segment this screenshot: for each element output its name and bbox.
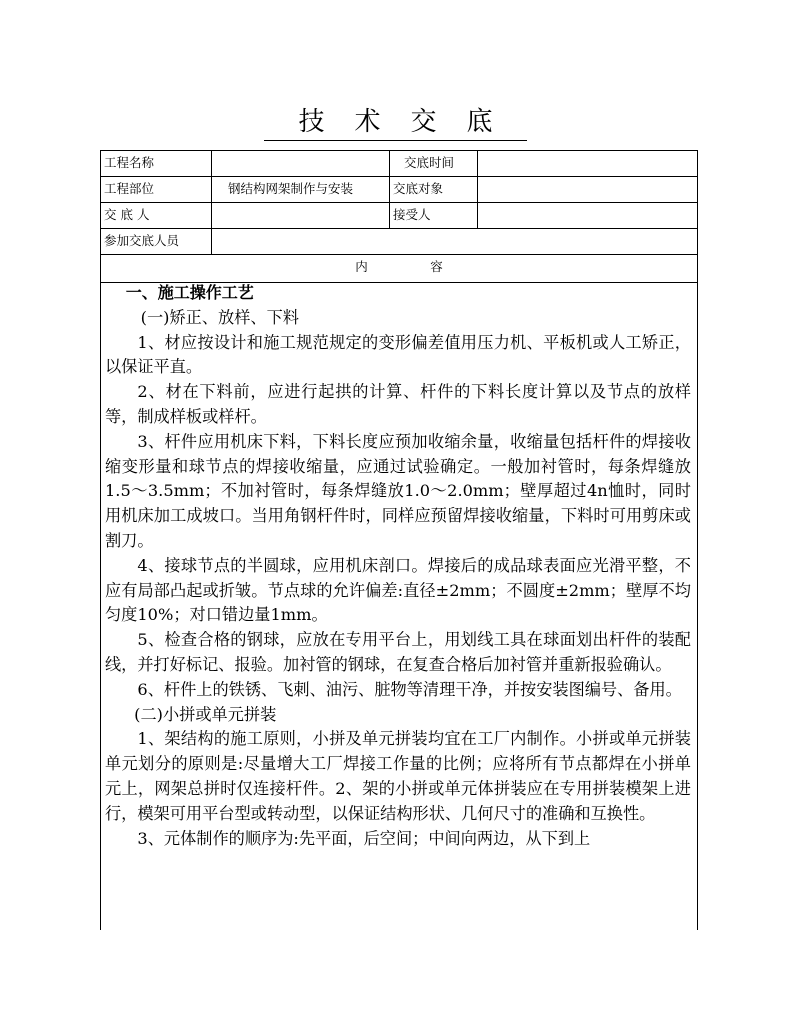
paragraph-2: 2、材在下料前，应进行起拱的计算、杆件的下料长度计算以及节点的放样等，制成样板或样杆。 — [105, 382, 691, 426]
attendees-value — [211, 229, 697, 255]
presenter-label: 交 底 人 — [104, 207, 150, 222]
date-value — [477, 151, 697, 177]
paragraph-4: 4、接球节点的半圆球，应用机床剖口。焊接后的成品球表面应光滑平整，不应有局部凸起或折皱。节点球的允许偏差:直径±2mm；不圆度±2mm；壁厚不均匀度10%；对口错边量1mm。 — [105, 555, 691, 625]
paragraph-6: 6、杆件上的铁锈、飞刺、油污、脏物等清理干净，并按安装图编号、备用。 — [137, 679, 682, 699]
receiver-value — [477, 203, 697, 229]
disclosure-content — [101, 281, 697, 851]
project-part-label: 工程部位 — [104, 181, 155, 196]
disclosure-table — [100, 150, 698, 930]
subsection-heading-2: (二)小拼或单元拼装 — [134, 704, 277, 724]
project-name-value — [211, 151, 389, 177]
document-title — [0, 106, 791, 141]
target-label: 交底对象 — [389, 177, 477, 203]
row-attendees — [101, 228, 697, 255]
row-presenter — [101, 202, 697, 229]
project-name-label: 工程名称 — [104, 155, 155, 170]
paragraph-1: 1、材应按设计和施工规范规定的变形偏差值用压力机、平板机或人工矫正，以保证平直。 — [105, 332, 691, 377]
attendees-label: 参加交底人员 — [104, 233, 180, 248]
row-project-part — [101, 176, 697, 203]
section-heading-1: 一、施工操作工艺 — [125, 283, 254, 302]
paragraph-5: 5、检查合格的钢球，应放在专用平台上，用划线工具在球面划出杆件的装配线，并打好标记、报验。加衬管的钢球，在复查合格后加衬管并重新报验确认。 — [105, 630, 691, 674]
row-content-header — [101, 254, 697, 283]
paragraph-8: 3、元体制作的顺序为:先平面，后空间；中间向两边，从下到上 — [137, 828, 591, 848]
project-part-value: 钢结构网架制作与安装 — [211, 177, 389, 203]
document-title-text: 技术交底 — [264, 106, 526, 141]
receiver-label: 接受人 — [389, 203, 477, 229]
paragraph-3: 3、杆件应用机床下料，下料长度应预加收缩余量，收缩量包括杆件的焊接收缩变形量和球节点的焊接收缩量，应通过试验确定。一般加衬管时，每条焊缝放1.5～3.5mm；不加衬管时，每条焊缝放1.0～2.0mm；壁厚超过4n恤时，同时用机床加工成坡口。当用角钢杆件时，同样应预留焊接收缩量，下料时可用剪床或割刀。 — [105, 431, 691, 550]
presenter-value — [211, 203, 389, 229]
paragraph-7: 1、架结构的施工原则，小拼及单元拼装均宜在工厂内制作。小拼或单元拼装单元划分的原则是:尽量增大工厂焊接工作量的比例；应将所有节点都焊在小拼单元上，网架总拼时仅连接杆件。2、架的小拼或单元体拼装应在专用拼装模架上进行，模架可用平台型或转动型，以保证结构形状、几何尺寸的准确和互换性。 — [105, 729, 691, 823]
target-value — [477, 177, 697, 203]
row-project-name — [101, 150, 697, 177]
content-header-label: 内 容 — [355, 259, 443, 274]
subsection-heading-1: (一)矫正、放样、下料 — [140, 307, 299, 327]
date-label: 交底时间 — [389, 151, 477, 177]
